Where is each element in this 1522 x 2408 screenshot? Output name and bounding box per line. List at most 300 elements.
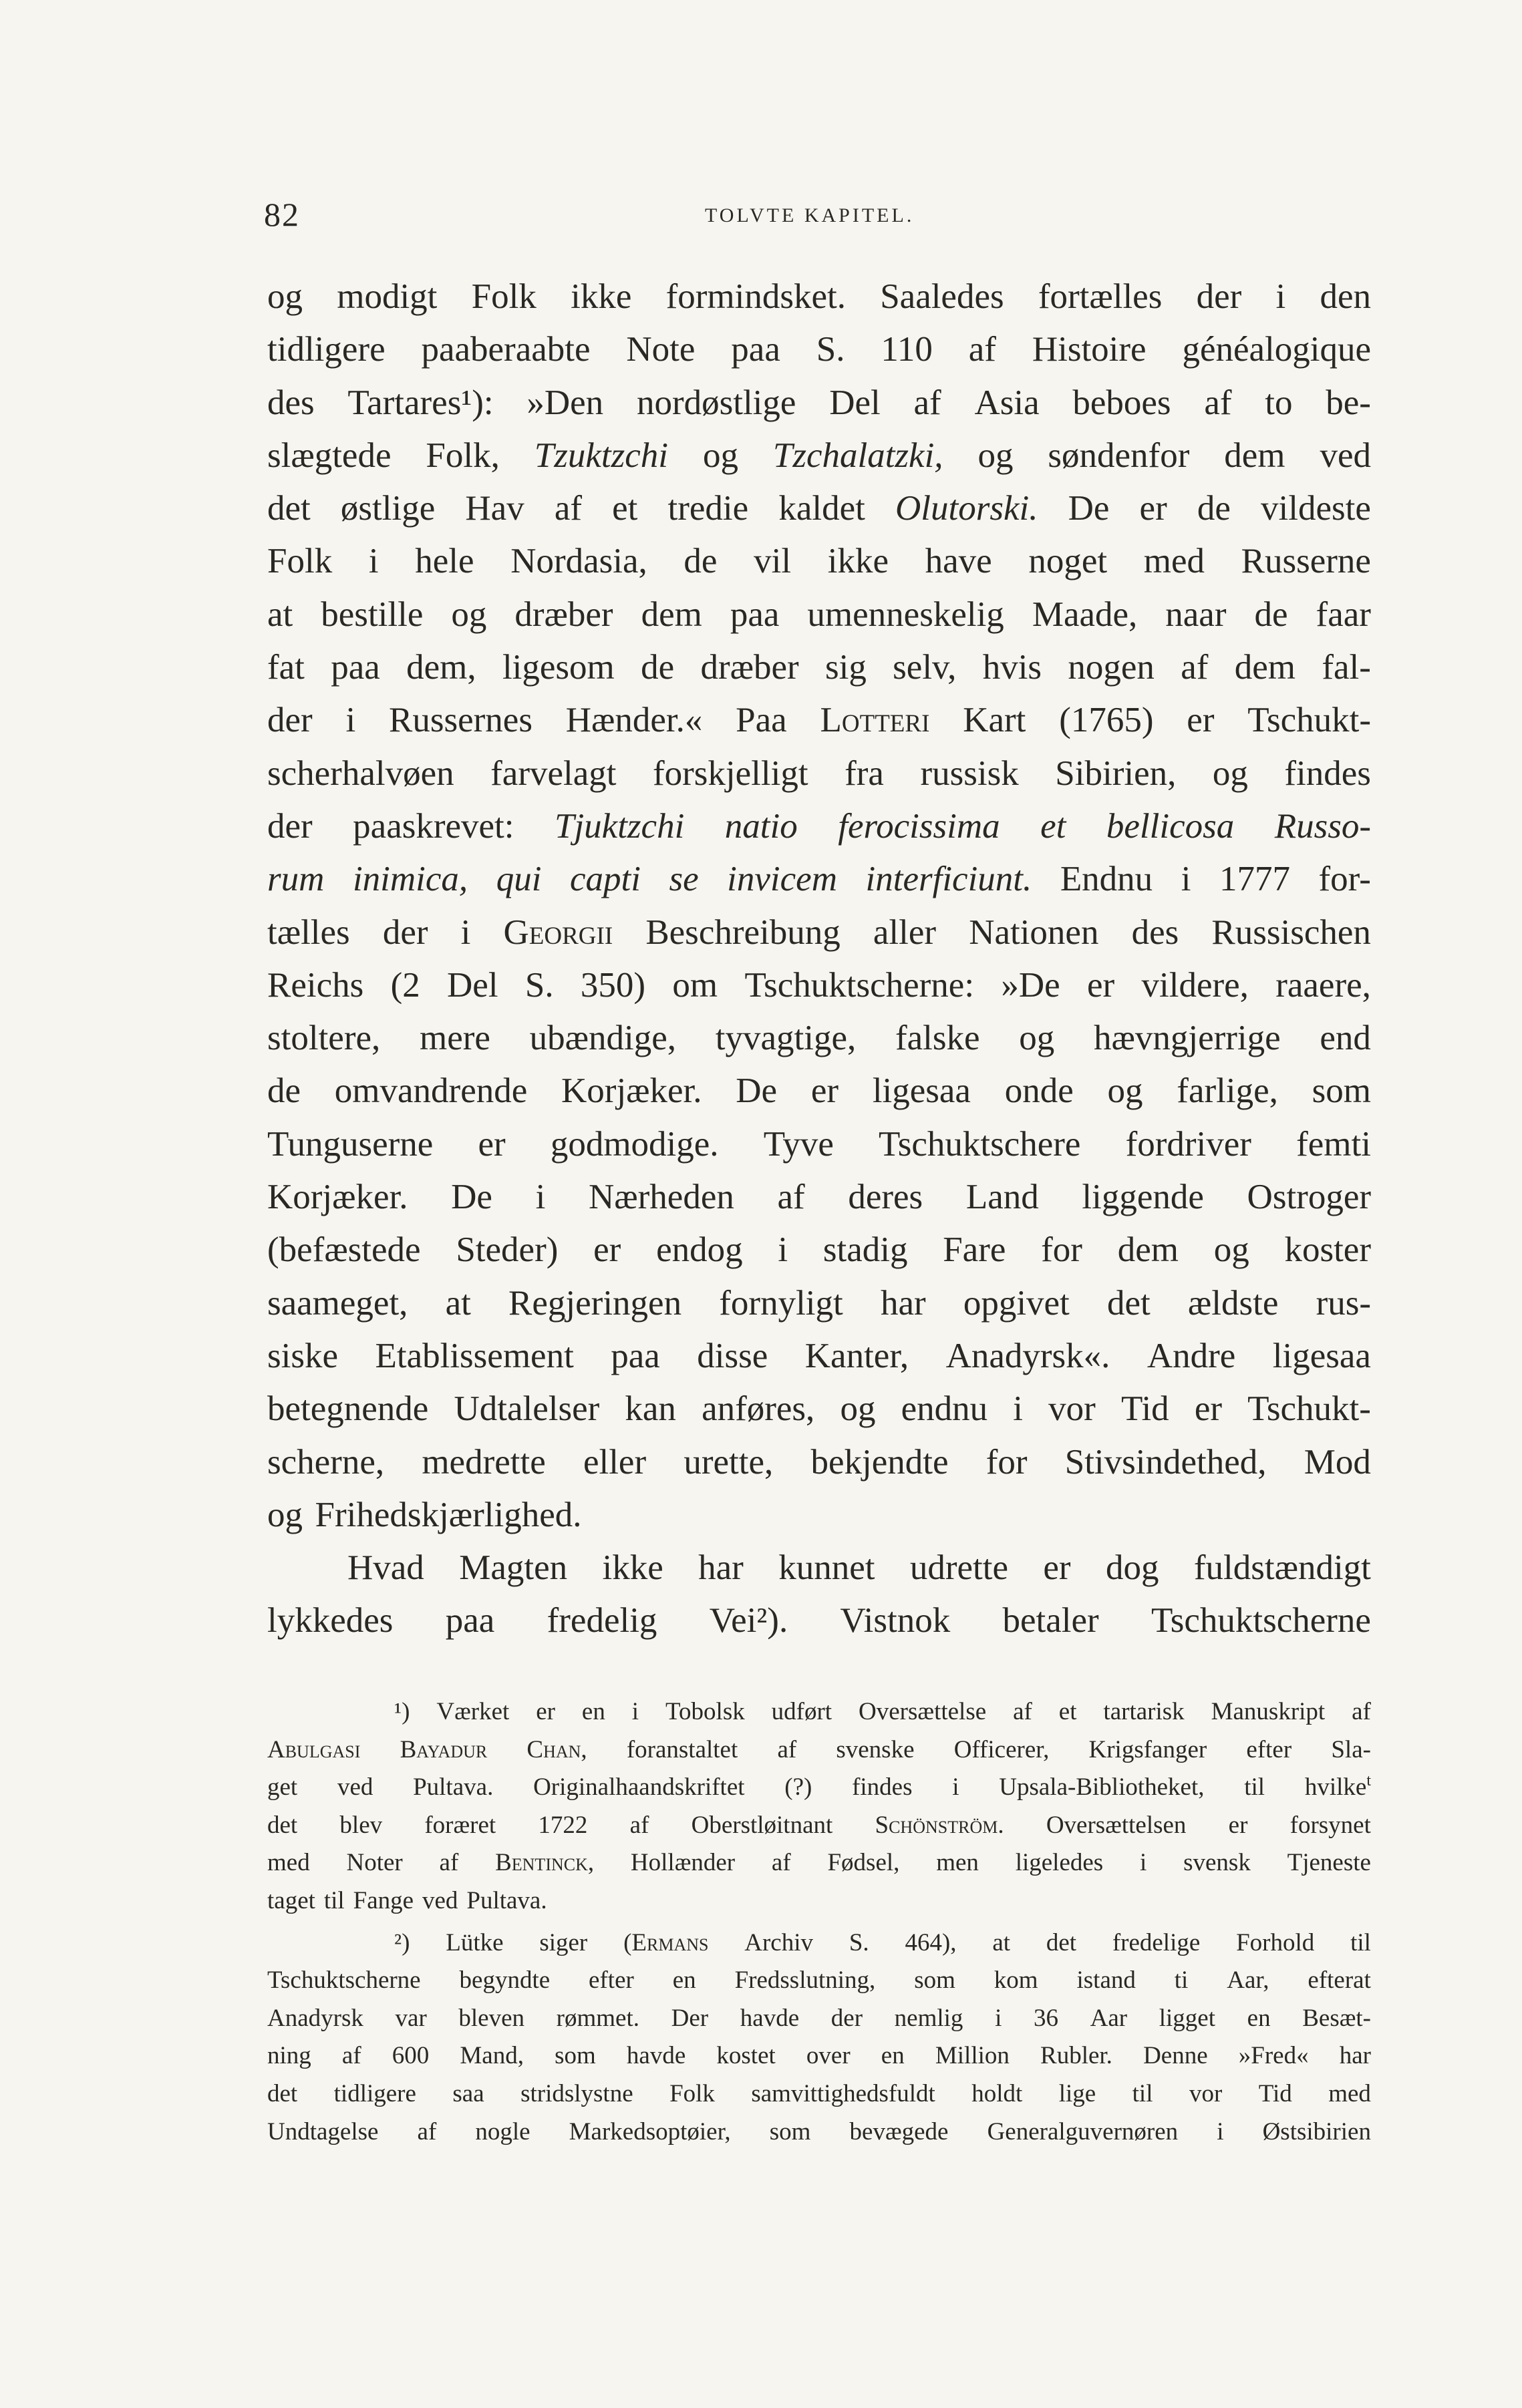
word: Aar, (1227, 1966, 1269, 1995)
word: og (702, 436, 738, 475)
word: i (995, 2004, 1002, 2032)
word: forsynet (1289, 1811, 1371, 1839)
word: lykkedes (267, 1601, 394, 1641)
word: til (1350, 1928, 1371, 1956)
word: ferocissima (838, 806, 1000, 846)
word: Manuskript (1211, 1698, 1326, 1725)
word: Lütke (446, 1928, 504, 1956)
word: kunnet (778, 1548, 875, 1588)
word: russisk (920, 753, 1019, 793)
word: kom (994, 1966, 1038, 1995)
word: be- (1326, 383, 1371, 422)
word: et (612, 489, 638, 528)
word: ved (1320, 436, 1371, 475)
word: bleven (458, 2004, 525, 2032)
word: Etablissement (375, 1336, 574, 1375)
word: er (536, 1698, 555, 1725)
word: Tid (1120, 1389, 1169, 1429)
word: end (1320, 1019, 1371, 1058)
text-line (267, 588, 1371, 641)
word: i (535, 1178, 546, 1217)
footnote-line (267, 1769, 1371, 1807)
word: bellicosa (1106, 806, 1235, 846)
word: har (880, 1283, 926, 1323)
word: en (672, 1966, 696, 1995)
word: Endnu (1060, 860, 1153, 899)
word: fredelig (547, 1601, 657, 1641)
word: bestille (321, 594, 424, 634)
word: de (641, 648, 675, 687)
word: Nordasia, (510, 542, 647, 581)
word: er (1139, 489, 1167, 528)
word: og (1212, 753, 1248, 793)
word: i (631, 1698, 639, 1725)
word: ¹) (394, 1698, 410, 1725)
word: Note (626, 330, 696, 369)
word: Reichs (267, 965, 364, 1005)
word: samvittighedsfuldt (751, 2079, 935, 2107)
text-line (267, 641, 1371, 694)
word: er (478, 1124, 506, 1164)
word: fra (845, 753, 884, 793)
word: Nærheden (589, 1178, 734, 1217)
text-line (267, 1224, 1371, 1276)
word: til (323, 1886, 345, 1914)
word: nogle (475, 2117, 530, 2145)
word: Markedsoptøier, (569, 2117, 731, 2145)
word: tartarisk (1103, 1698, 1185, 1725)
word: Regjeringen (508, 1283, 682, 1323)
footnotes (267, 1693, 1371, 2151)
word: dog (1105, 1548, 1159, 1588)
word: har (698, 1548, 744, 1588)
word: som (1312, 1071, 1371, 1111)
word: Archiv (744, 1928, 814, 1956)
word: Tschuktschere (879, 1124, 1081, 1164)
word: to (1265, 383, 1293, 422)
word: endnu (901, 1389, 988, 1429)
word: dem (641, 594, 702, 634)
word: stadig (822, 1230, 908, 1270)
word: for (1041, 1230, 1082, 1270)
word: af (1352, 1698, 1371, 1725)
text-line (267, 1012, 1371, 1065)
word: dem (1234, 648, 1296, 687)
word: og (1213, 1230, 1249, 1270)
word: udført (771, 1698, 832, 1725)
word: inimica, (352, 860, 468, 899)
word: Tjuktzchi (554, 806, 685, 846)
footnote-line (267, 2000, 1371, 2038)
word: falske (895, 1019, 980, 1058)
word: bevægede (849, 2117, 949, 2145)
word: de (1254, 594, 1288, 634)
word: Folk (267, 542, 333, 581)
word: som (769, 2117, 811, 2145)
word: der (1196, 277, 1242, 316)
word: ning (267, 2042, 311, 2070)
word: 110 (881, 330, 933, 369)
word: paaskrevet: (353, 806, 514, 846)
word: Tschukt- (1247, 701, 1371, 740)
word: foranstaltet (626, 1735, 738, 1763)
word: Folk, (426, 436, 500, 475)
word: siske (267, 1336, 338, 1375)
word: farlige, (1177, 1071, 1278, 1111)
word: dræber (700, 648, 799, 687)
word: Oberstløitnant (691, 1811, 833, 1839)
word: Generalguvernøren (987, 2117, 1179, 2145)
word: Anadyrsk«. (945, 1336, 1110, 1375)
word: blev (339, 1811, 383, 1839)
word: Mod (1304, 1442, 1371, 1482)
word: i (1140, 1849, 1147, 1877)
word: Hvad (347, 1548, 424, 1588)
word: endog (656, 1230, 743, 1270)
word: Fange (353, 1886, 414, 1914)
word: lige (1058, 2079, 1096, 2107)
word: findes (1284, 753, 1371, 793)
word: og (267, 277, 303, 316)
word: og (451, 594, 487, 634)
word: 1777 (1219, 860, 1290, 899)
word: med (1328, 2079, 1371, 2107)
word: get (267, 1773, 298, 1801)
word: Forhold (1236, 1928, 1315, 1956)
word: »Den (526, 383, 604, 422)
word: af (417, 2117, 437, 2145)
word: af (1013, 1698, 1032, 1725)
word: Beschreibung (645, 912, 841, 952)
word: Værket (436, 1698, 510, 1725)
word: ligesaa (872, 1071, 971, 1111)
word: nemlig (894, 2004, 963, 2032)
word: Pultava. (413, 1773, 494, 1801)
word: i (952, 1773, 959, 1801)
word: selv, (893, 648, 957, 687)
word: »Fred« (1238, 2042, 1309, 2070)
word: Tjeneste (1287, 1849, 1371, 1877)
word: 464), (905, 1928, 957, 1956)
word: formindsket. (665, 277, 846, 316)
footnote-line (267, 1844, 1371, 1882)
word: Tschuktscherne (1151, 1601, 1371, 1641)
word: Andre (1147, 1336, 1236, 1375)
word: vildere, (1141, 965, 1249, 1005)
text-line (267, 1171, 1371, 1224)
word: umenneskelig (807, 594, 1004, 634)
word: faar (1316, 594, 1371, 634)
footnote-line (267, 1807, 1371, 1845)
word: fordriver (1125, 1124, 1251, 1164)
word: Rubler. (1040, 2042, 1112, 2070)
footnote-line (267, 1731, 1371, 1769)
word: Steder) (456, 1230, 559, 1270)
word: af (771, 1849, 791, 1877)
word: De (451, 1178, 492, 1217)
word: udrette (909, 1548, 1009, 1588)
word: dem, (406, 648, 476, 687)
word: Del (447, 965, 498, 1005)
word: deres (848, 1178, 923, 1217)
text-line (267, 1489, 1371, 1542)
word: natio (724, 806, 798, 846)
word: Georgii (503, 912, 613, 952)
word: et (1040, 806, 1066, 846)
word: Mand, (460, 2042, 524, 2070)
word: fornyligt (719, 1283, 843, 1323)
word: er (1087, 965, 1115, 1005)
word: en (1247, 2004, 1271, 2032)
word: dem (1224, 436, 1285, 475)
word: fuldstændigt (1193, 1548, 1371, 1588)
word: nordøstlige (636, 383, 796, 422)
word: anføres, (702, 1389, 815, 1429)
word: Kanter, (804, 1336, 909, 1375)
word: paa (445, 1601, 495, 1641)
word: de (1197, 489, 1231, 528)
word: interficiunt. (865, 860, 1032, 899)
word: paa (331, 648, 380, 687)
word: beboes (1072, 383, 1171, 422)
word: fortælles (1038, 277, 1163, 316)
word: at (267, 594, 293, 634)
word: efterat (1308, 1966, 1371, 1995)
footnote-line (267, 2075, 1371, 2113)
word: som (914, 1966, 955, 1995)
word: Oversættelsen (1046, 1811, 1187, 1839)
word: fredelige (1112, 1928, 1201, 1956)
word: modigt (337, 277, 438, 316)
word: det (267, 1811, 298, 1839)
footnote-line (267, 1924, 1371, 1962)
word: med (1143, 542, 1205, 581)
word: saameget, (267, 1283, 408, 1323)
word: Tzchalatzki, (772, 436, 943, 475)
word: en (581, 1698, 605, 1725)
word: qui (496, 860, 542, 899)
word: Der (671, 2004, 709, 2032)
word: Besæt- (1302, 2004, 1371, 2032)
word: Land (965, 1178, 1039, 1217)
word: fat (267, 648, 305, 687)
word: af (1204, 383, 1232, 422)
word: Undtagelse (267, 2117, 379, 2145)
word: og (840, 1389, 876, 1429)
word: vildeste (1261, 489, 1371, 528)
word: Asia (974, 383, 1040, 422)
word: sig (824, 648, 867, 687)
word: af (341, 2042, 361, 2070)
word: femti (1296, 1124, 1371, 1164)
word: siger (539, 1928, 588, 1956)
word: (?) (784, 1773, 812, 1801)
word: er (1187, 701, 1215, 740)
word: et (1058, 1698, 1077, 1725)
text-line (267, 694, 1371, 747)
word: De (736, 1071, 778, 1111)
word: scherne, (267, 1442, 385, 1482)
word: »De (1001, 965, 1060, 1005)
word: nogen (1068, 648, 1155, 687)
word: S. (524, 965, 554, 1005)
text-line (267, 747, 1371, 800)
footnote-line (267, 2037, 1371, 2075)
word: koster (1284, 1230, 1371, 1270)
word: ved (422, 1886, 458, 1914)
word: svenske (836, 1735, 915, 1763)
word: Tschukt- (1247, 1389, 1371, 1429)
word: Vistnok (840, 1601, 951, 1641)
word: Krigsfanger (1088, 1735, 1207, 1763)
word: Tid (1258, 2079, 1292, 2107)
word: Fødsel, (827, 1849, 900, 1877)
word: det (267, 2079, 298, 2107)
word: ligget (1159, 2004, 1215, 2032)
word: ti (1174, 1966, 1189, 1995)
word: og (1107, 1071, 1143, 1111)
word: mere (419, 1019, 490, 1058)
word: Nationen (969, 912, 1099, 952)
main-text (267, 271, 1371, 1648)
word: raaere, (1275, 965, 1371, 1005)
word: ikke (827, 542, 889, 581)
word: Magten (459, 1548, 568, 1588)
word: stoltere, (267, 1019, 381, 1058)
word: de (683, 542, 718, 581)
word: kaldet (778, 489, 865, 528)
word: ligesaa (1272, 1336, 1371, 1375)
word: saa (452, 2079, 484, 2107)
word: dem (1117, 1230, 1179, 1270)
word: Lotteri (820, 701, 930, 740)
word: se (669, 860, 699, 899)
word: Olutorski. (895, 489, 1038, 528)
text-line (267, 482, 1371, 535)
text-line (267, 1065, 1371, 1117)
word: Russischen (1211, 912, 1371, 952)
word: findes (852, 1773, 913, 1801)
word: Histoire (1032, 330, 1147, 369)
word: søndenfor (1048, 436, 1190, 475)
word: rus- (1316, 1283, 1371, 1323)
word: ikke (602, 1548, 663, 1588)
word: ²) (394, 1928, 410, 1956)
text-line (267, 271, 1371, 323)
footnote-line (267, 1962, 1371, 2000)
word: Hollænder (630, 1849, 736, 1877)
word: af (777, 1178, 805, 1217)
word: tælles (267, 912, 350, 952)
word: des (1131, 912, 1179, 952)
word: til (1132, 2079, 1153, 2107)
word: Paa (736, 701, 787, 740)
word: Anadyrsk (267, 2004, 363, 2032)
word: det (267, 489, 311, 528)
word: Noter (346, 1849, 403, 1877)
word: tidligere (267, 330, 386, 369)
word: stridslystne (520, 2079, 633, 2107)
text-line (267, 1330, 1371, 1383)
word: paa (730, 594, 780, 634)
word: der (830, 2004, 863, 2032)
word: Bayadur (400, 1735, 488, 1763)
word: Russo- (1274, 806, 1371, 846)
word: i (460, 912, 471, 952)
word: som (555, 2042, 596, 2070)
word: svensk (1183, 1849, 1251, 1877)
word: Tschuktscherne (267, 1966, 421, 1995)
word: men (936, 1849, 979, 1877)
word: Fredsslutning, (734, 1966, 876, 1995)
text-line (267, 1594, 1371, 1647)
word: (2 (390, 965, 420, 1005)
text-line (267, 800, 1371, 853)
word: det (1046, 1928, 1077, 1956)
word: af (554, 489, 582, 528)
word: i (345, 701, 356, 740)
word: taget (267, 1886, 315, 1914)
word: og (267, 1495, 303, 1534)
word: Sla- (1331, 1735, 1371, 1763)
word: tredie (667, 489, 749, 528)
word: holdt (971, 2079, 1023, 2107)
word: Tunguserne (267, 1124, 434, 1164)
word: Tschuktscherne: (744, 965, 975, 1005)
word: Aar (1090, 2004, 1128, 2032)
text-line (267, 959, 1371, 1012)
word: tyvagtige, (715, 1019, 857, 1058)
word: 1722 (538, 1811, 588, 1839)
text-line (267, 1383, 1371, 1435)
word: vor (1189, 2079, 1223, 2107)
word: hvilke$^t$ (1304, 1772, 1371, 1801)
word: Russernes (389, 701, 532, 740)
word: Tobolsk (665, 1698, 745, 1725)
chapter-title: TOLVTE KAPITEL. (705, 204, 915, 226)
word: Officerer, (953, 1735, 1050, 1763)
word: Bentinck, (495, 1849, 595, 1877)
word: Denne (1143, 2042, 1208, 2070)
word: De (1068, 489, 1110, 528)
word: ubændige, (529, 1019, 677, 1058)
word: bekjendte (810, 1442, 949, 1482)
word: med (267, 1849, 310, 1877)
word: Oversættelse (859, 1698, 987, 1725)
word: forskjelligt (653, 753, 808, 793)
word: ligesom (502, 648, 615, 687)
word: naar (1165, 594, 1227, 634)
word: généalogique (1182, 330, 1371, 369)
word: var (395, 2004, 427, 2032)
word: af (777, 1735, 797, 1763)
word: der (267, 701, 313, 740)
text-line (267, 1542, 1371, 1594)
word: den (1320, 277, 1371, 316)
word: de (267, 1071, 301, 1111)
text-line (267, 1118, 1371, 1171)
word: Folk (669, 2079, 715, 2107)
word: Kart (963, 701, 1026, 740)
word: rømmet. (556, 2004, 640, 2032)
word: have (925, 542, 992, 581)
word: (Ermans (623, 1928, 709, 1956)
word: tidligere (333, 2079, 416, 2107)
word: fal- (1322, 648, 1371, 687)
superscript-mark: t (1366, 1772, 1371, 1790)
word: S. (849, 1928, 869, 1956)
word: har (1339, 2042, 1371, 2070)
